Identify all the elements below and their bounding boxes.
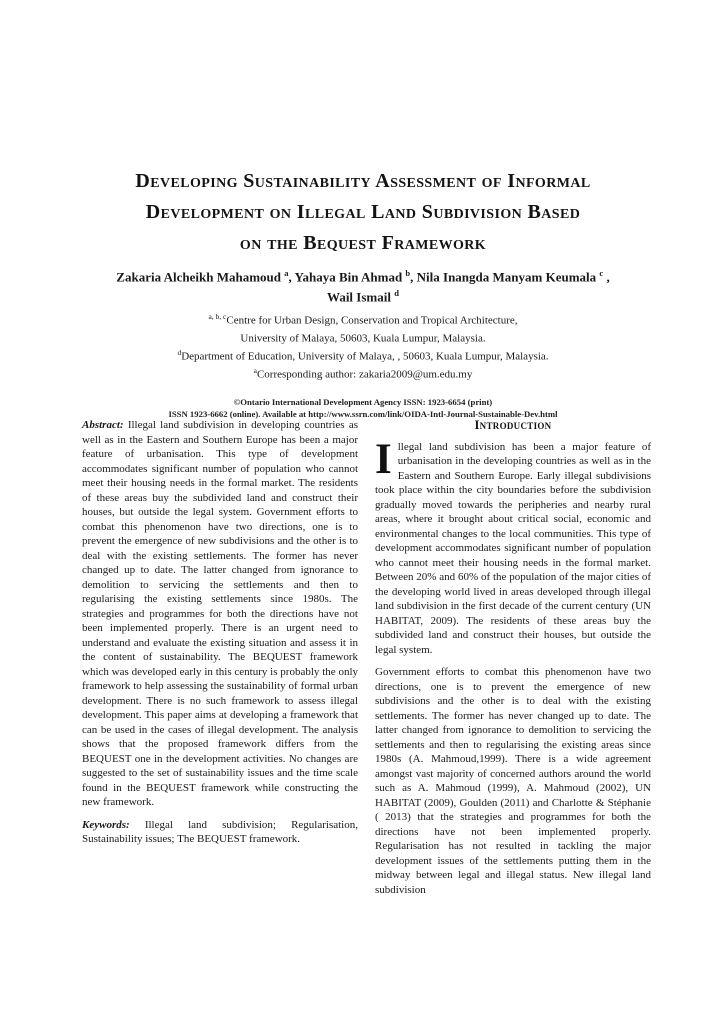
affiliation-superscript: d <box>177 347 182 357</box>
affiliation-text: Department of Education, University of Malaya, , 50603, Kuala Lumpur, Malaysia. <box>181 350 549 363</box>
left-column <box>82 418 358 897</box>
paper-title-line-1: Developing Sustainability Assessment of Informal <box>135 170 591 192</box>
author-superscript: a <box>284 268 289 278</box>
authors-line-2 <box>77 285 649 305</box>
author-name: Zakaria Alcheikh Mahamoud <box>116 269 285 285</box>
author-superscript: d <box>394 288 399 299</box>
affiliation-text: University of Malaya, 50603, Kuala Lumpur, Malaysia. <box>240 332 486 345</box>
affiliation-line <box>77 328 649 346</box>
affiliation-superscript: a, b, c <box>208 311 227 321</box>
imprint-line-1: ©Ontario International Development Agency ISSN: 1923-6654 (print) <box>233 397 493 408</box>
affiliation-superscript: a <box>253 366 257 376</box>
authors-line-1 <box>77 265 649 285</box>
keywords-paragraph <box>82 818 358 847</box>
author-superscript: c <box>599 268 604 278</box>
introduction-paragraph-2: Government efforts to combat this phenomenon have two directions, one is to prevent the emergence of new subdivisions and the other is to deal with the existing settlements. The former has never changed up to date. The latter changed from ignorance to demolition to servicing the settlements and then to regularising the existing areas since 1980s (A. Mahmoud,1999). There is a wide agreement amongst vast majority of concerned authors around the world such as A. Mahmoud (1999), A. Mahmoud (2002), UN HABITAT (2009), Goulden (2011) and Charlotte & Stéphanie ( 2013) that the strategies and programmes for both the directions have not been implemented properly. Regularisation has not resulted in tackling the major development issues of the settlements putting them in the midway between legal and illegal status. New illegal land subdivision <box>375 666 651 896</box>
keywords-label: Keywords: <box>82 818 130 831</box>
author-name: , Yahaya Bin Ahmad <box>288 269 406 285</box>
author-name: Wail Ismail <box>327 289 395 305</box>
corresponding-author-text: Corresponding author: zakaria2009@um.edu.my <box>256 368 473 381</box>
affiliation-line <box>77 310 649 328</box>
introduction-paragraph-1 <box>375 435 651 658</box>
drop-cap: I <box>375 435 392 483</box>
author-name-separator: , <box>603 269 610 285</box>
paper-title <box>77 166 649 259</box>
authors-block <box>77 265 649 306</box>
imprint-line-2: ISSN 1923-6662 (online). Available at http://www.ssrn.com/link/OIDA-Intl-Journal-Sustainable-Dev.html <box>168 409 558 420</box>
abstract-text: Illegal land subdivision in developing countries as well as in the Eastern and Southern Europe has been a major feature of urbanisation. This type of development accommodates significant number of population who cannot meet their housing needs in the formal market. The residents of these areas buy the subdivided land and construct their houses, but outside the legal system. Government efforts to combat this phenomenon have two directions, one is to prevent the emergence of new subdivisions and the other is to deal with the existing settlements. The former has never changed up to date. The latter changed from ignorance to demolition to servicing the settlements and then to regularising the existing settlements since 1980s. The strategies and programmes for both the directions have not been implemented properly. There is an urgent need to understand and evaluate the existing situation and assess it in the content of sustainability. The BEQUEST framework which was developed early in this century is probably the only framework to help assessing the sustainability of formal urban development. There is no such framework to assess illegal development. This paper aims at developing a framework that can be used in the cases of illegal development. The analysis shows that the proposed framework differs from the BEQUEST one in the development activities. No changes are suggested to the set of sustainability issues and the time scale found in the BEQUEST framework while constructing the new framework. <box>82 419 358 808</box>
affiliation-line <box>77 346 649 364</box>
two-column-body <box>82 418 652 897</box>
corresponding-author-line <box>77 364 649 382</box>
abstract-paragraph <box>82 418 358 810</box>
abstract-label: Abstract: <box>82 419 124 431</box>
right-column <box>375 418 651 897</box>
author-name: , Nila Inangda Manyam Keumala <box>410 269 600 285</box>
author-superscript: b <box>405 268 411 278</box>
affiliations-block <box>77 310 649 383</box>
affiliation-text: Centre for Urban Design, Conservation and Tropical Architecture, <box>226 314 518 327</box>
paper-title-line-2: Development on Illegal Land Subdivision Based <box>145 201 581 223</box>
section-heading-introduction: Introduction <box>474 418 552 432</box>
paper-header <box>77 166 649 420</box>
journal-imprint <box>77 396 649 420</box>
paper-title-line-3: on the Bequest Framework <box>239 232 487 254</box>
introduction-paragraph-1-text: llegal land subdivision has been a major feature of urbanisation in the developing countries as well as in the Eastern and Southern Europe. Early illegal subdivisions took place within the city boundaries before the subdivision gradually moved towards the peripheries and nearby rural areas, where it brought about critical social, economic and environmental changes to the local communities. This type of development accommodates significant number of population who cannot meet their housing needs in the formal market. Between 20% and 60% of the population of the major cities of the developing world lived in areas developed through illegal land subdivision in the first decade of the current century (UN HABITAT, 2009). The residents of these areas buy the subdivided land and construct their houses, but outside the legal system. <box>375 440 651 656</box>
keywords-text: Illegal land subdivision; Regularisation, Sustainability issues; The BEQUEST framework. <box>82 818 358 845</box>
